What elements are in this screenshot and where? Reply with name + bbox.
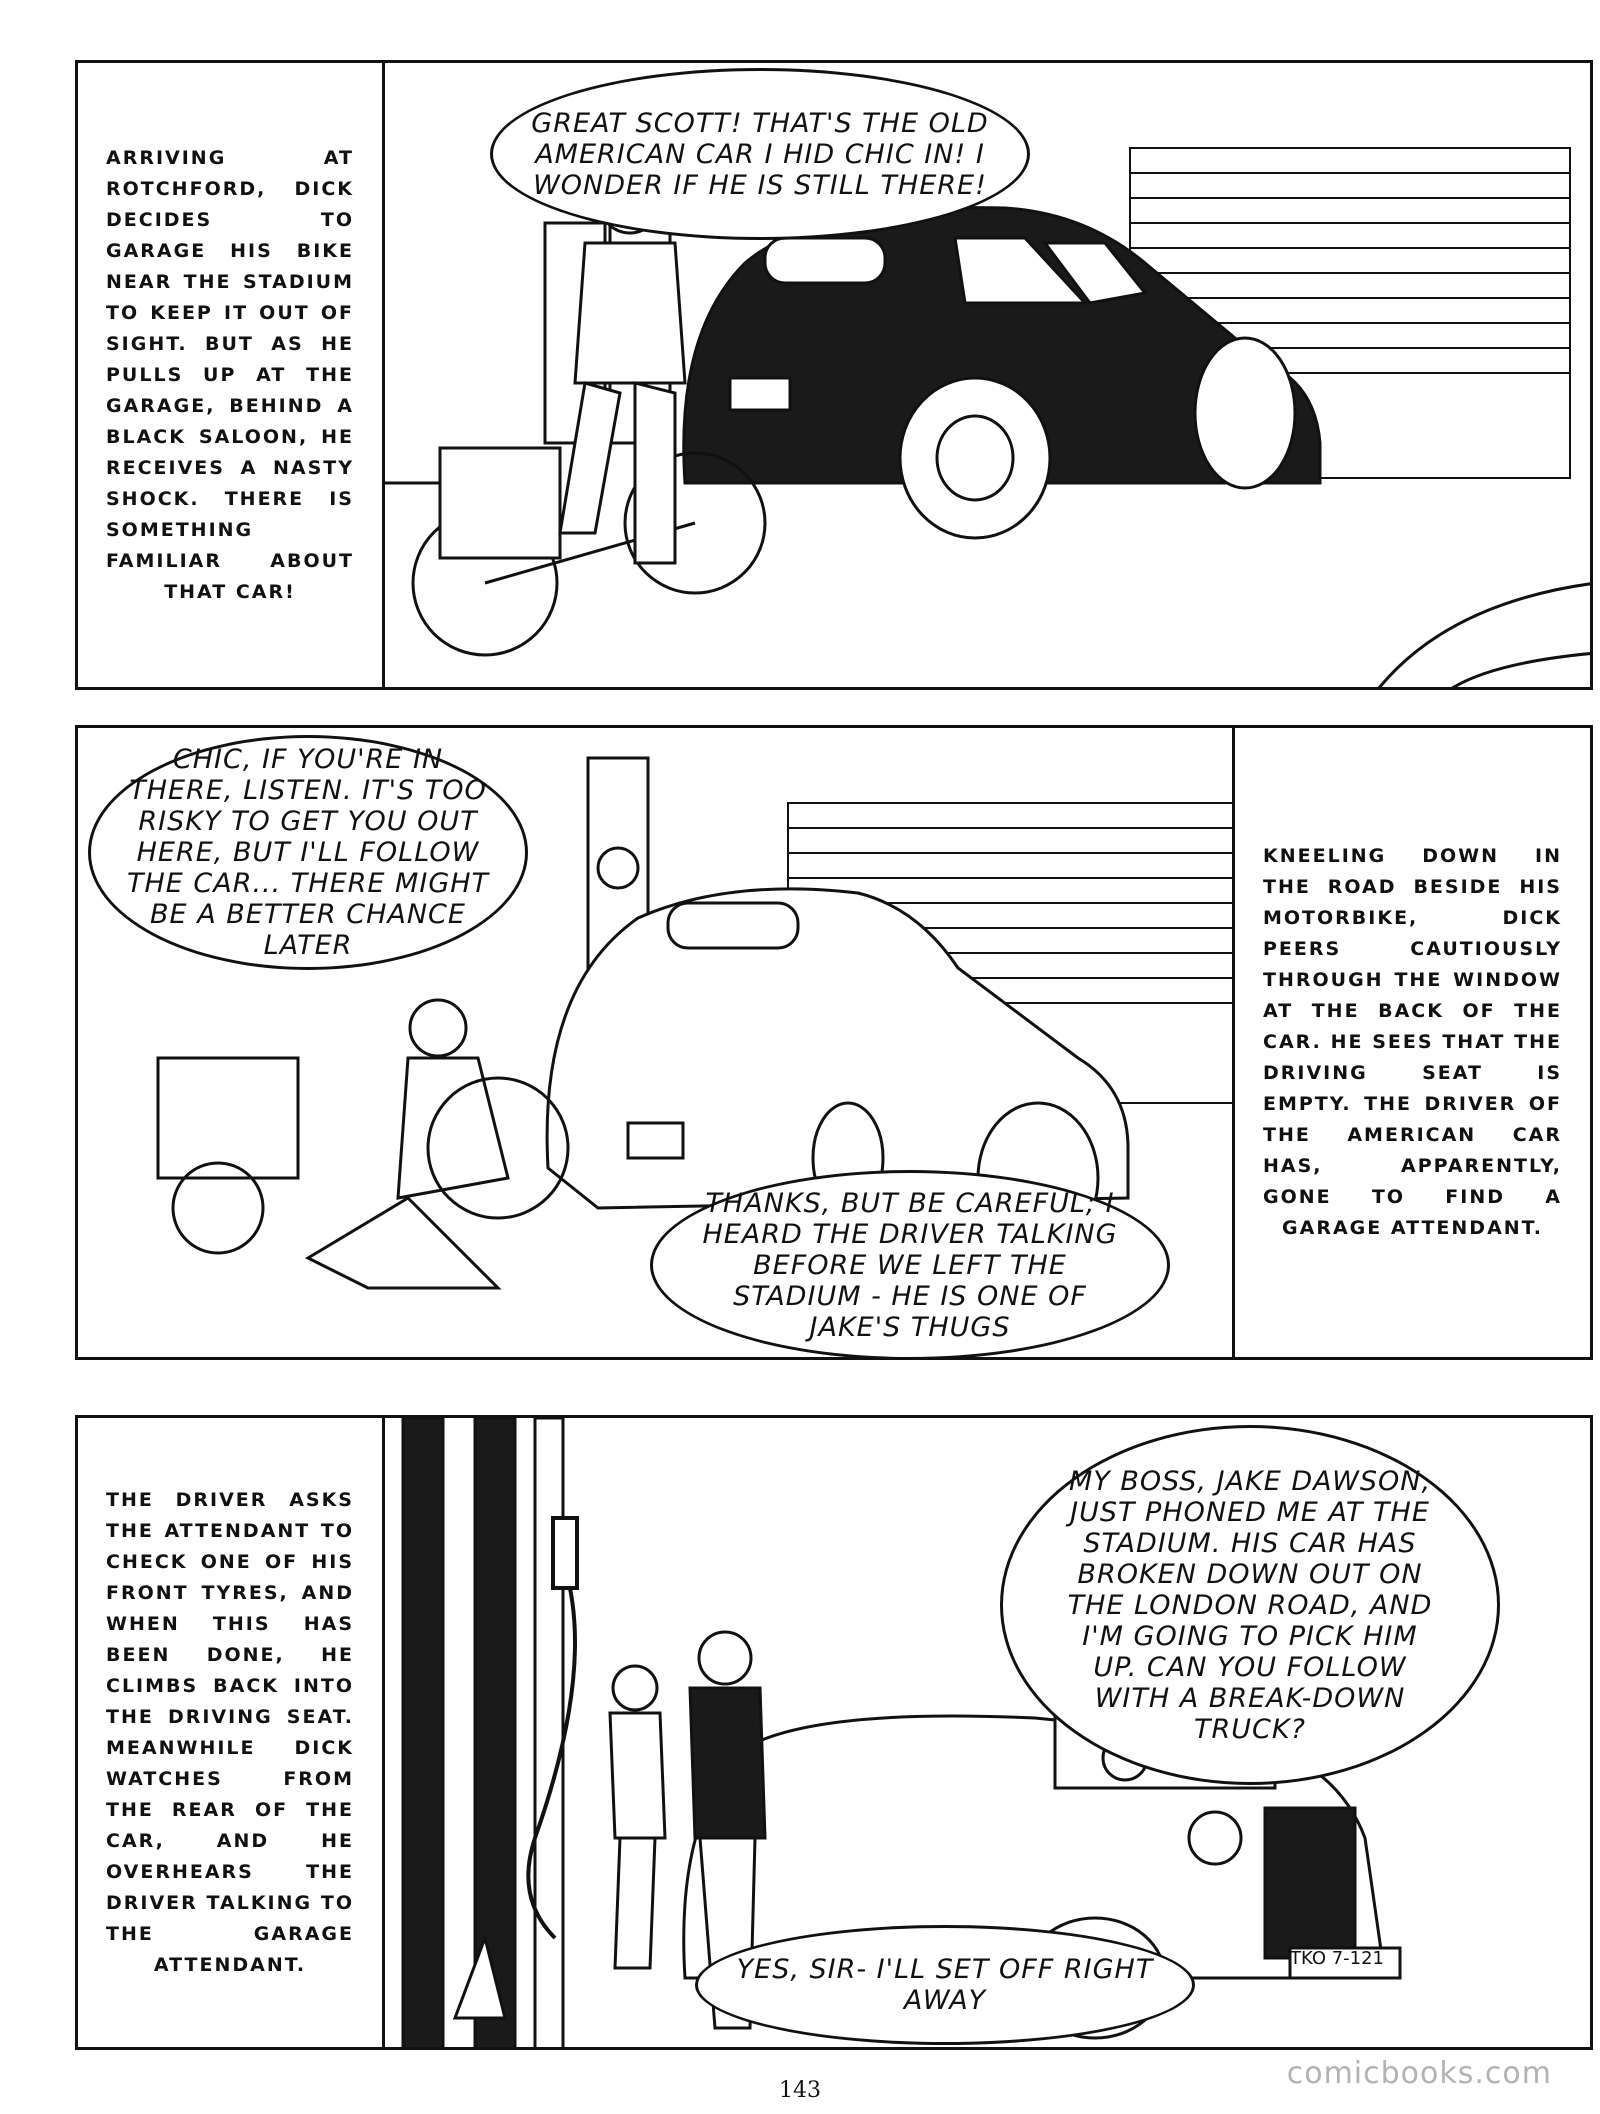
speech-bubble-3: THANKS, BUT BE CAREFUL; I HEARD THE DRIVER TALKING BEFORE WE LEFT THE STADIUM - HE IS ONE OF JAKE'S THUGS: [650, 1170, 1170, 1360]
caption-text-3: THE DRIVER ASKS THE ATTENDANT TO CHECK ONE OF HIS FRONT TYRES, AND WHEN THIS HAS BEEN DONE, HE CLIMBS BACK INTO THE DRIVING SEAT. MEANWHILE DICK WATCHES FROM THE REAR OF THE CAR, AND HE OVERHEARS THE DRIVER TALKING TO THE GARAGE ATTENDANT.: [106, 1488, 354, 1976]
page-number: 143: [779, 2078, 821, 2103]
speech-bubble-4: MY BOSS, JAKE DAWSON, JUST PHONED ME AT THE STADIUM. HIS CAR HAS BROKEN DOWN OUT ON THE LONDON ROAD, AND I'M GOING TO PICK HIM UP. CAN YOU FOLLOW WITH A BREAK-DOWN TRUCK?: [1000, 1425, 1500, 1785]
caption-box-2: [1232, 725, 1593, 1360]
licence-plate: TKO 7-121: [1290, 1948, 1385, 1969]
speech-bubble-2: CHIC, IF YOU'RE IN THERE, LISTEN. IT'S TOO RISKY TO GET YOU OUT HERE, BUT I'LL FOLLOW THE CAR... THERE MIGHT BE A BETTER CHANCE LATER: [88, 735, 528, 970]
kneeling-dick: [308, 1000, 508, 1288]
speech-bubble-1: GREAT SCOTT! THAT'S THE OLD AMERICAN CAR I HID CHIC IN! I WONDER IF HE IS STILL THERE!: [490, 68, 1030, 240]
caption-text-2: KNEELING DOWN IN THE ROAD BESIDE HIS MOTORBIKE, DICK PEERS CAUTIOUSLY THROUGH THE WINDOW AT THE BACK OF THE CAR. HE SEES THAT THE DRIVING SEAT IS EMPTY. THE DRIVER OF THE AMERICAN CAR HAS, APPARENTLY, GONE TO FIND A GARAGE ATTENDANT.: [1263, 845, 1562, 1239]
watermark: comicbooks.com: [1286, 2056, 1552, 2091]
caption-box-1: [75, 60, 385, 690]
caption-box-3: [75, 1415, 385, 2050]
caption-text-1: ARRIVING AT ROTCHFORD, DICK DECIDES TO GARAGE HIS BIKE NEAR THE STADIUM TO KEEP IT OUT OF SIGHT. BUT AS HE PULLS UP AT THE GARAGE, BEHIND A BLACK SALOON, HE RECEIVES A NASTY SHOCK. THERE IS SOMETHING FAMILIAR ABOUT THAT CAR!: [106, 146, 354, 603]
speech-bubble-5: YES, SIR- I'LL SET OFF RIGHT AWAY: [695, 1925, 1195, 2045]
dick-watching: [610, 1666, 665, 1968]
